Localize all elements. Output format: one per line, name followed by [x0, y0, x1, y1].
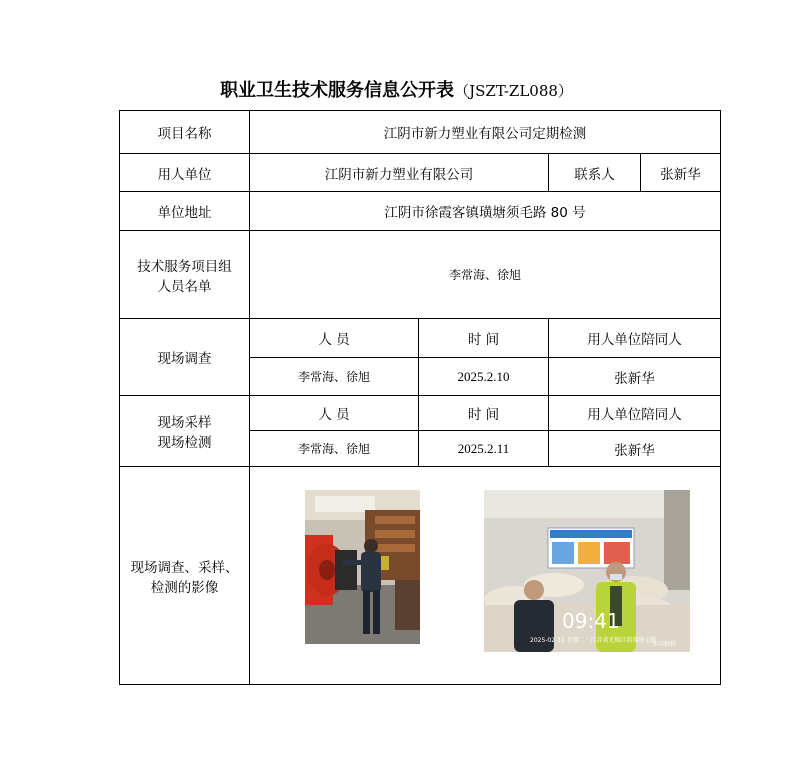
- project-name-value: 江阴市新力塑业有限公司定期检测: [250, 111, 721, 154]
- employer-value: 江阴市新力塑业有限公司: [250, 154, 549, 192]
- site-photo-people: [484, 490, 690, 652]
- team-value: 李常海、徐旭: [250, 231, 721, 319]
- survey-companion: 张新华: [549, 358, 721, 396]
- site-photo-factory: [305, 490, 420, 644]
- row-employer: [120, 154, 721, 192]
- survey-header-companion: 用人单位陪同人: [549, 319, 721, 358]
- sampling-label-line1: 现场采样: [157, 415, 212, 431]
- survey-date: 2025.2.10: [419, 358, 549, 396]
- images-cell: [250, 467, 721, 685]
- sampling-header-time: 时 间: [419, 396, 549, 431]
- photo-time-overlay: 09:41: [562, 608, 620, 633]
- team-label: [120, 231, 250, 319]
- sampling-label: [120, 396, 250, 467]
- contact-label: 联系人: [549, 154, 641, 192]
- sampling-people: 李常海、徐旭: [250, 431, 419, 467]
- sampling-date: 2025.2.11: [419, 431, 549, 467]
- row-team: [120, 231, 721, 319]
- page-title: [0, 76, 793, 102]
- project-name-label: 项目名称: [120, 111, 250, 154]
- sampling-companion: 张新华: [549, 431, 721, 467]
- survey-label: 现场调查: [120, 319, 250, 396]
- photo-stamp-overlay: 2025-02-11 星期二 · 江苏省无锡江阴璜塘毛路: [530, 636, 657, 644]
- row-images: [120, 467, 721, 685]
- images-label-line2: 检测的影像: [150, 579, 219, 596]
- sampling-header-people: 人 员: [250, 396, 419, 431]
- photo-watermark: 水印相机: [652, 640, 677, 648]
- images-label-line1: 现场调查、采样、: [130, 559, 239, 576]
- employer-label: 用人单位: [120, 154, 250, 192]
- row-address: [120, 192, 721, 231]
- form-code: （JSZT-ZL088）: [454, 82, 573, 100]
- row-sampling-header: [120, 396, 721, 431]
- survey-header-time: 时 间: [419, 319, 549, 358]
- sampling-label-line2: 现场检测: [157, 435, 212, 451]
- address-label: 单位地址: [120, 192, 250, 231]
- title-text: 职业卫生技术服务信息公开表: [220, 80, 455, 101]
- team-label-line1: 技术服务项目组: [137, 258, 232, 275]
- row-survey-header: [120, 319, 721, 358]
- contact-value: 张新华: [641, 154, 721, 192]
- survey-header-people: 人 员: [250, 319, 419, 358]
- team-label-line2: 人员名单: [157, 278, 212, 295]
- survey-people: 李常海、徐旭: [250, 358, 419, 396]
- sampling-header-companion: 用人单位陪同人: [549, 396, 721, 431]
- row-project-name: [120, 111, 721, 154]
- info-table: [119, 110, 721, 685]
- images-label: [120, 467, 250, 685]
- address-value: 江阴市徐霞客镇璜塘须毛路 80 号: [250, 192, 721, 231]
